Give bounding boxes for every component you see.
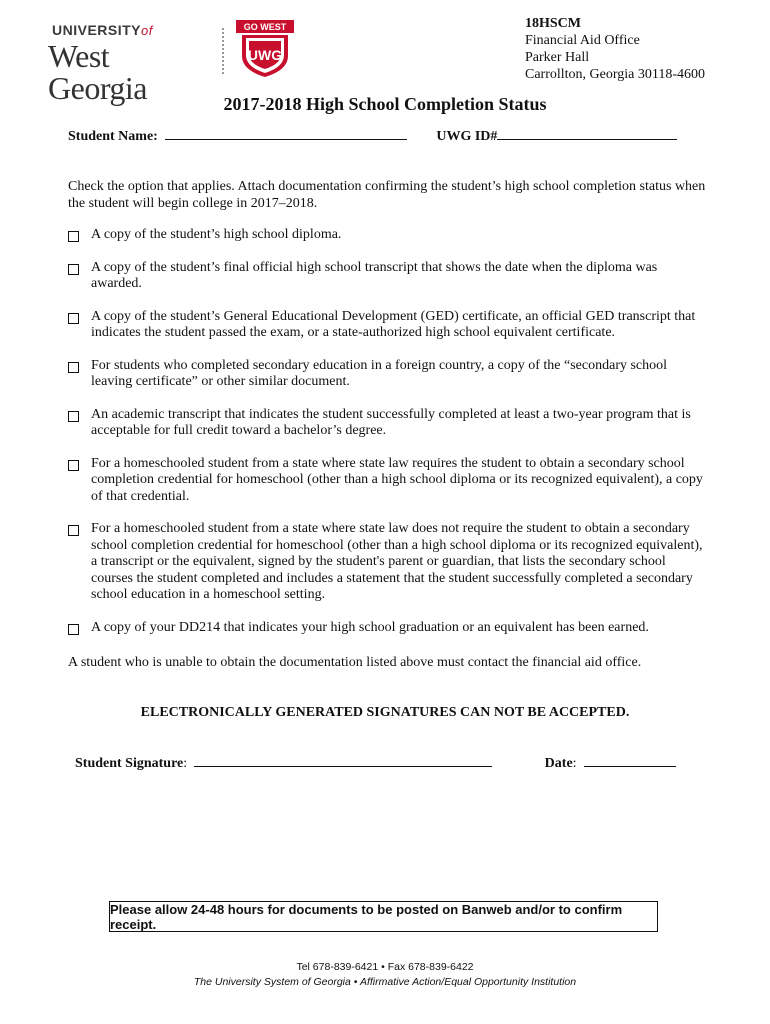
- option-checkbox[interactable]: [68, 313, 79, 324]
- uwg-logo: [46, 18, 214, 106]
- option-item: [68, 260, 708, 293]
- signature-warning: ELECTRONICALLY GENERATED SIGNATURES CAN NOT BE ACCEPTED.: [140, 705, 630, 720]
- option-text: For a homeschooled student from a state where state law requires the student to obtain a secondary school completion credential for homeschool (other than a high school diploma or its recognized equivalent), a copy of that credential.: [91, 455, 703, 504]
- label-colon: :: [183, 756, 188, 771]
- city-line: Carrollton, Georgia 30118-4600: [525, 67, 706, 82]
- student-signature-label: Student Signature: [75, 756, 184, 771]
- option-item: [68, 620, 708, 637]
- go-west-shield-logo: [232, 18, 298, 78]
- institution-statement: The University System of Georgia • Affirmative Action/Equal Opportunity Institution: [193, 976, 577, 988]
- contact-note: A student who is unable to obtain the documentation listed above must contact the financial aid office.: [68, 655, 642, 670]
- date-label: Date: [544, 756, 573, 771]
- option-item: [68, 227, 708, 244]
- option-text: A copy of the student’s final official high school transcript that shows the date when the diploma was awarded.: [91, 259, 658, 291]
- option-text: A copy of the student’s General Educational Development (GED) certificate, an official GED transcript that indicates the student passed the exam, or a state-authorized high school equivalent certificate.: [91, 308, 696, 340]
- option-checkbox[interactable]: [68, 525, 79, 536]
- option-checkbox[interactable]: [68, 411, 79, 422]
- logo-university-word: UNIVERSITY: [52, 22, 142, 38]
- label-colon: :: [572, 756, 577, 771]
- option-text: A copy of the student’s high school diploma.: [91, 227, 342, 242]
- processing-notice-text: Please allow 24-48 hours for documents to be posted on Banweb and/or to confirm receipt.: [110, 901, 623, 932]
- date-field[interactable]: [584, 754, 676, 767]
- gowest-banner-text: GO WEST: [243, 22, 287, 32]
- option-text: For a homeschooled student from a state where state law does not require the student to obtain a secondary school completion credential for homeschool (other than a high school diploma or its recognized equivalent), a transcript or the equivalent, signed by the student's parent or guardian, that lists the secondary school courses the student completed and includes a statement that the student successfully completed a secondary school education in a homeschool setting.: [91, 521, 703, 602]
- office-name: Financial Aid Office: [525, 33, 640, 48]
- option-item: [68, 358, 708, 391]
- office-address: [525, 15, 705, 83]
- uwg-id-label: UWG ID#: [436, 129, 498, 144]
- signature-row: [75, 754, 676, 772]
- student-name-field[interactable]: [165, 127, 407, 140]
- building-name: Parker Hall: [525, 50, 590, 65]
- gowest-mark-text: UWG: [247, 47, 283, 63]
- phone-fax: Tel 678-839-6421 • Fax 678-839-6422: [296, 961, 474, 973]
- option-checkbox[interactable]: [68, 624, 79, 635]
- option-checkbox[interactable]: [68, 264, 79, 275]
- form-code: 18HSCM: [525, 16, 581, 31]
- shield-icon: [232, 18, 298, 78]
- student-name-label: Student Name:: [68, 129, 158, 144]
- option-text: For students who completed secondary education in a foreign country, a copy of the “secondary school leaving certificate” or other similar document.: [91, 357, 668, 389]
- page-title: 2017-2018 High School Completion Status: [223, 94, 547, 114]
- option-item: [68, 407, 708, 440]
- option-item: [68, 521, 708, 604]
- logo-west-georgia: West Georgia: [48, 38, 147, 106]
- option-item: [68, 309, 708, 342]
- options-list: [68, 227, 708, 652]
- option-checkbox[interactable]: [68, 231, 79, 242]
- logo-of-word: of: [141, 23, 153, 38]
- option-checkbox[interactable]: [68, 460, 79, 471]
- option-item: [68, 456, 708, 506]
- logo-university-text: [52, 22, 153, 38]
- footer-contact: [0, 960, 770, 990]
- option-checkbox[interactable]: [68, 362, 79, 373]
- student-signature-field[interactable]: [194, 754, 492, 767]
- option-text: A copy of your DD214 that indicates your high school graduation or an equivalent has been earned.: [91, 619, 649, 635]
- uwg-id-field[interactable]: [497, 127, 677, 140]
- processing-notice-box: [109, 901, 658, 932]
- logo-divider: [222, 28, 226, 74]
- instructions: Check the option that applies. Attach documentation confirming the student’s high school completion status when the student will begin college in 2017–2018.: [68, 179, 706, 211]
- student-info-row: [68, 127, 677, 145]
- option-text: An academic transcript that indicates the student successfully completed at least a two-year program that is acceptable for full credit toward a bachelor’s degree.: [91, 406, 691, 438]
